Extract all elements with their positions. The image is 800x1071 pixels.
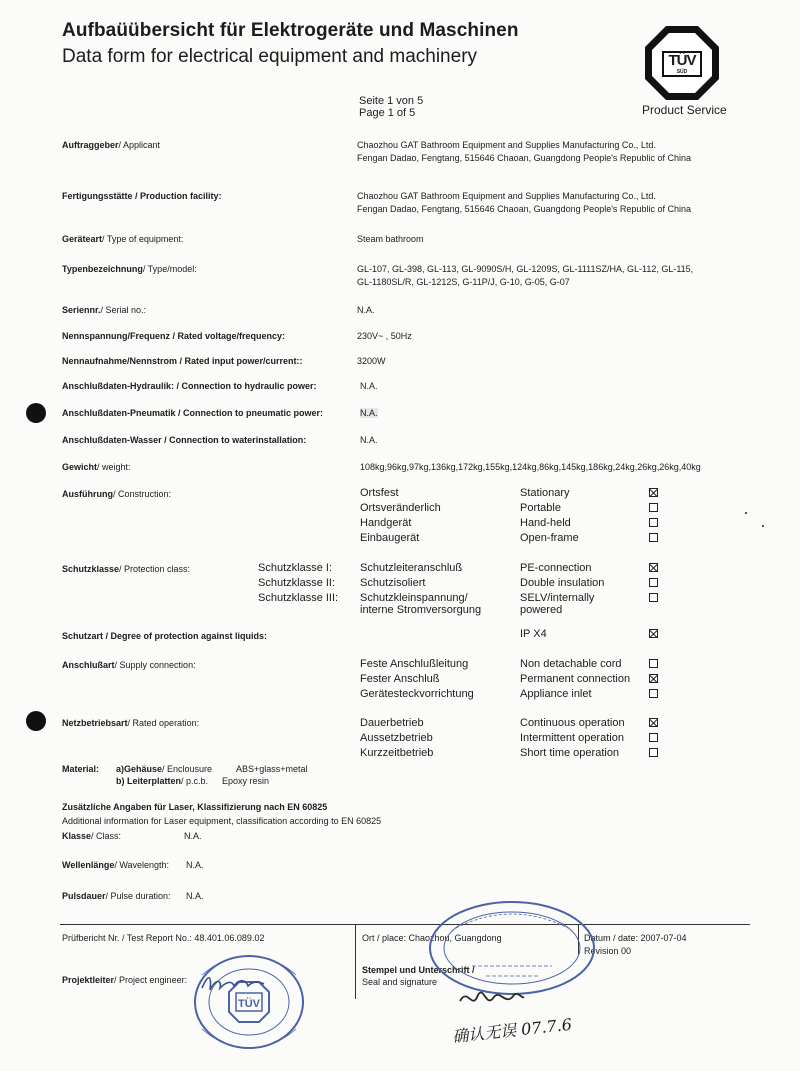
liquids-label: Schutzart / Degree of protection against liquids:: [62, 631, 268, 641]
material-label: Material:: [62, 764, 100, 774]
construction-option-en: Stationary: [520, 487, 570, 499]
footer-top-rule: [60, 924, 750, 925]
construction-checkbox-hand-held[interactable]: [649, 518, 658, 527]
applicant-line2: Fengan Dadao, Fengtang, 515646 Chaoan, Guangdong People's Republic of China: [357, 153, 691, 163]
material-enclosure-label: a)Gehäuse/ Enclousure: [116, 764, 213, 774]
punch-hole-lower: [26, 711, 46, 731]
water-value: N.A.: [360, 435, 378, 445]
production-line2: Fengan Dadao, Fengtang, 515646 Chaoan, Guangdong People's Republic of China: [357, 204, 691, 214]
laser-class-value: N.A.: [184, 831, 202, 841]
protection-class-de: Schutzleiteranschluß: [360, 562, 463, 574]
operation-option-en: Continuous operation: [520, 717, 625, 729]
protection-checkbox-class-1[interactable]: [649, 563, 658, 572]
model-line1: GL-107, GL-398, GL-113, GL-9090S/H, GL-1209S, GL-1111SZ/HA, GL-112, GL-115,: [357, 264, 694, 274]
report-number: Prüfbericht Nr. / Test Report No.: 48.401.06.089.02: [62, 933, 265, 943]
supply-option-de: Fester Anschluß: [360, 673, 440, 685]
laser-subheading: Additional information for Laser equipment, classification according to EN 60825: [62, 816, 382, 826]
liquids-value: IP X4: [520, 628, 547, 640]
supply-option-en: Non detachable cord: [520, 658, 622, 670]
page-number-german: Seite 1 von 5: [359, 95, 424, 107]
place-label: Ort / place: Chaozhou, Guangdong: [362, 933, 502, 943]
footer-divider-1: [355, 924, 356, 999]
operation-checkbox-continuous[interactable]: [649, 718, 658, 727]
operation-option-en: Short time operation: [520, 747, 620, 759]
construction-option-en: Hand-held: [520, 517, 571, 529]
construction-option-en: Portable: [520, 502, 561, 514]
weight-value: 108kg,96kg,97kg,136kg,172kg,155kg,124kg,86kg,145kg,186kg,24kg,26kg,26kg,40kg: [360, 462, 701, 472]
company-seal: [426, 898, 598, 998]
weight-label: Gewicht/ weight:: [62, 462, 131, 472]
construction-option-en: Open-frame: [520, 532, 579, 544]
protection-class-de: Schutzisoliert: [360, 577, 426, 589]
model-label: Typenbezeichnung/ Type/model:: [62, 264, 197, 274]
operation-checkbox-intermittent[interactable]: [649, 733, 658, 742]
construction-checkbox-open-frame[interactable]: [649, 533, 658, 542]
protection-checkbox-class-2[interactable]: [649, 578, 658, 587]
scan-speck: [745, 512, 747, 514]
laser-wavelength-value: N.A.: [186, 860, 204, 870]
supply-checkbox-non-detachable[interactable]: [649, 659, 658, 668]
voltage-label: Nennspannung/Frequenz / Rated voltage/frequency:: [62, 331, 286, 341]
operation-option-de: Kurzzeitbetrieb: [360, 747, 434, 759]
seal-label-english: Seal and signature: [362, 977, 438, 987]
seal-signature: [456, 985, 526, 1020]
material-pcb-value: Epoxy resin: [222, 776, 270, 786]
voltage-value: 230V~ , 50Hz: [357, 331, 412, 341]
protection-class-de: Schutzkleinspannung/: [360, 592, 468, 604]
protection-class-en-line2: powered: [520, 604, 563, 616]
hydraulic-value: N.A.: [360, 381, 378, 391]
equipment-value: Steam bathroom: [357, 234, 424, 244]
laser-pulse-label: Pulsdauer/ Pulse duration:: [62, 891, 171, 901]
punch-hole-upper: [26, 403, 46, 423]
power-label: Nennaufnahme/Nennstrom / Rated input power/current::: [62, 356, 303, 366]
protection-class-label: Schutzklasse/ Protection class:: [62, 564, 191, 574]
equipment-label: Geräteart/ Type of equipment:: [62, 234, 184, 244]
laser-pulse-value: N.A.: [186, 891, 204, 901]
material-enclosure-value: ABS+glass+metal: [236, 764, 308, 774]
supply-checkbox-permanent[interactable]: [649, 674, 658, 683]
model-line2: GL-1180SL/R, GL-1212S, G-11P/J, G-10, G-05, G-07: [357, 277, 570, 287]
engineer-signature: [198, 970, 268, 999]
title-english: Data form for electrical equipment and machinery: [62, 46, 478, 67]
construction-checkbox-stationary[interactable]: [649, 488, 658, 497]
protection-class-en: SELV/internally: [520, 592, 595, 604]
production-label: Fertigungsstätte / Production facility:: [62, 191, 222, 201]
pneumatic-value: N.A.: [360, 408, 378, 418]
construction-checkbox-portable[interactable]: [649, 503, 658, 512]
tuv-inspection-seal: [192, 953, 306, 1051]
supply-option-de: Feste Anschlußleitung: [360, 658, 469, 670]
laser-heading: Zusätzliche Angaben für Laser, Klassifizierung nach EN 60825: [62, 802, 328, 812]
revision-label: Revision 00: [584, 946, 632, 956]
operation-option-de: Aussetzbetrieb: [360, 732, 433, 744]
liquids-checkbox[interactable]: [649, 629, 658, 638]
logo-subtext: SÜD: [676, 69, 688, 75]
product-service-label: Product Service: [642, 103, 727, 117]
supply-option-en: Permanent connection: [520, 673, 631, 685]
seal-label-german: Stempel und Unterschrift /: [362, 965, 475, 975]
applicant-label: Auftraggeber/ Applicant: [62, 140, 161, 150]
hydraulic-label: Anschlußdaten-Hydraulik: / Connection to hydraulic power:: [62, 381, 317, 391]
supply-option-en: Appliance inlet: [520, 688, 592, 700]
construction-label: Ausführung/ Construction:: [62, 489, 172, 499]
engineer-label: Projektleiter/ Project engineer:: [62, 975, 188, 985]
serial-label: Seriennr./ Serial no.:: [62, 305, 147, 315]
svg-text:TÜV: TÜV: [238, 998, 260, 1010]
protection-class-name: Schutzklasse III:: [258, 592, 339, 604]
material-pcb-label: b) Leiterplatten/ p.c.b.: [116, 776, 209, 786]
serial-value: N.A.: [357, 305, 375, 315]
applicant-line1: Chaozhou GAT Bathroom Equipment and Supplies Manufacturing Co., Ltd.: [357, 140, 656, 150]
supply-checkbox-appliance-inlet[interactable]: [649, 689, 658, 698]
operation-checkbox-short-time[interactable]: [649, 748, 658, 757]
laser-class-label: Klasse/ Class:: [62, 831, 122, 841]
protection-checkbox-class-3[interactable]: [649, 593, 658, 602]
logo-text: TÜV: [668, 52, 696, 69]
title-german: Aufbaüübersicht für Elektrogeräte und Maschinen: [62, 20, 519, 41]
page-number-english: Page 1 of 5: [359, 107, 416, 119]
protection-class-en: PE-connection: [520, 562, 592, 574]
protection-class-en: Double insulation: [520, 577, 605, 589]
supply-label: Anschlußart/ Supply connection:: [62, 660, 196, 670]
tuv-logo: [643, 24, 721, 102]
operation-option-en: Intermittent operation: [520, 732, 624, 744]
date-label: Datum / date: 2007-07-04: [584, 933, 687, 943]
protection-class-name: Schutzklasse I:: [258, 562, 332, 574]
supply-option-de: Gerätesteckvorrichtung: [360, 688, 474, 700]
protection-class-de-line2: interne Stromversorgung: [360, 604, 482, 616]
operation-option-de: Dauerbetrieb: [360, 717, 424, 729]
operation-label: Netzbetriebsart/ Rated operation:: [62, 718, 200, 728]
pneumatic-label: Anschlußdaten-Pneumatik / Connection to pneumatic power:: [62, 408, 324, 418]
scan-speck: [762, 525, 764, 527]
construction-option-de: Einbaugerät: [360, 532, 420, 544]
handwritten-note: 确认无误 07.7.6: [451, 1014, 573, 1047]
construction-option-de: Handgerät: [360, 517, 412, 529]
water-label: Anschlußdaten-Wasser / Connection to waterinstallation:: [62, 435, 307, 445]
power-value: 3200W: [357, 356, 386, 366]
construction-option-de: Ortsfest: [360, 487, 399, 499]
laser-wavelength-label: Wellenlänge/ Wavelength:: [62, 860, 170, 870]
construction-option-de: Ortsveränderlich: [360, 502, 441, 514]
production-line1: Chaozhou GAT Bathroom Equipment and Supplies Manufacturing Co., Ltd.: [357, 191, 656, 201]
protection-class-name: Schutzklasse II:: [258, 577, 336, 589]
